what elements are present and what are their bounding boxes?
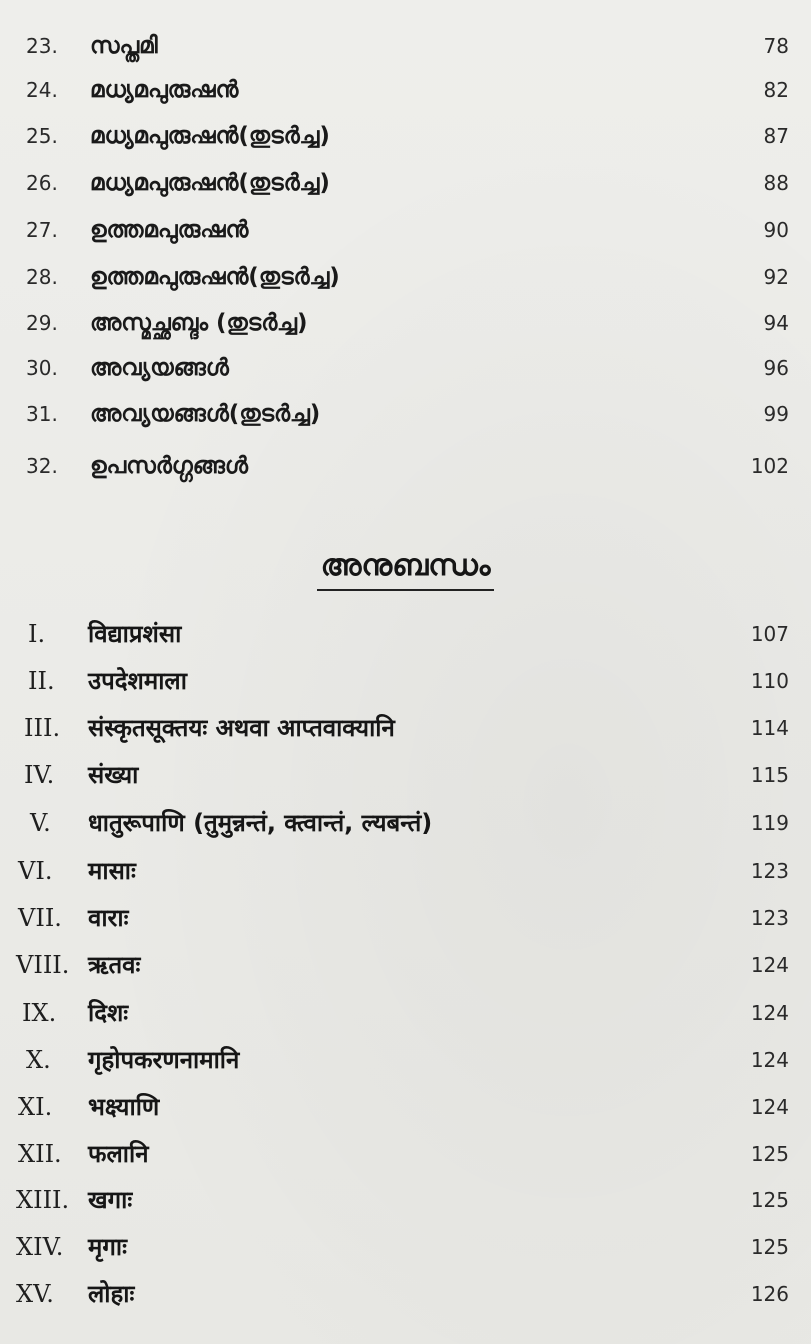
appendix-entry xyxy=(0,945,811,985)
entry-page: 96 xyxy=(763,356,789,380)
entry-title: खगाः xyxy=(88,1186,133,1214)
entry-page: 107 xyxy=(750,622,789,646)
entry-number: VII. xyxy=(18,904,62,932)
entry-title: मासाः xyxy=(88,857,136,885)
entry-page: 123 xyxy=(750,859,789,883)
entry-title: അസ്മച്ഛബ്ദം (തുടർച്ച) xyxy=(90,310,308,336)
entry-number: X. xyxy=(26,1046,51,1074)
appendix-entry xyxy=(0,803,811,843)
entry-number: 25. xyxy=(26,124,58,148)
entry-page: 124 xyxy=(750,1001,789,1025)
entry-page: 123 xyxy=(750,906,789,930)
entry-number: 31. xyxy=(26,402,58,426)
entry-page: 102 xyxy=(750,454,789,478)
appendix-entry xyxy=(0,755,811,795)
toc-entry xyxy=(0,394,811,434)
appendix-entry xyxy=(0,1087,811,1127)
appendix-heading xyxy=(0,548,811,591)
entry-page: 125 xyxy=(750,1188,789,1212)
appendix-entry xyxy=(0,898,811,938)
appendix-entry xyxy=(0,1274,811,1314)
entry-number: VIII. xyxy=(16,951,70,979)
toc-entry xyxy=(0,257,811,297)
appendix-entry xyxy=(0,661,811,701)
entry-page: 124 xyxy=(750,1048,789,1072)
entry-number: XIV. xyxy=(16,1233,64,1261)
toc-entry xyxy=(0,446,811,486)
entry-number: II. xyxy=(28,667,55,695)
entry-page: 90 xyxy=(763,218,789,242)
toc-entry xyxy=(0,303,811,343)
entry-number: XV. xyxy=(16,1280,54,1308)
entry-title: മധ്യമപുരുഷൻ xyxy=(90,77,239,103)
entry-title: फलानि xyxy=(88,1140,149,1168)
entry-number: XII. xyxy=(18,1140,62,1168)
entry-title: ഉത്തമപുരുഷൻ(തുടർച്ച) xyxy=(90,264,340,290)
entry-page: 87 xyxy=(763,124,789,148)
entry-page: 94 xyxy=(763,311,789,335)
appendix-entry xyxy=(0,614,811,654)
toc-entry xyxy=(0,210,811,250)
toc-entry xyxy=(0,26,811,66)
entry-page: 99 xyxy=(763,402,789,426)
appendix-heading-text: അനുബന്ധം xyxy=(317,548,495,591)
entry-page: 114 xyxy=(750,716,789,740)
entry-number: IV. xyxy=(24,761,55,789)
entry-number: VI. xyxy=(18,857,53,885)
entry-page: 92 xyxy=(763,265,789,289)
entry-page: 115 xyxy=(750,763,789,787)
entry-number: V. xyxy=(30,809,51,837)
entry-title: भक्ष्याणि xyxy=(88,1093,160,1121)
appendix-entry xyxy=(0,1134,811,1174)
appendix-entry xyxy=(0,1227,811,1267)
entry-number: 24. xyxy=(26,78,58,102)
appendix-entry xyxy=(0,1040,811,1080)
entry-title: संस्कृतसूक्तयः अथवा आप्तवाक्यानि xyxy=(88,714,395,742)
entry-title: दिशः xyxy=(88,999,129,1027)
entry-title: അവ്യയങ്ങൾ xyxy=(90,355,229,381)
entry-title: സപ്തമി xyxy=(90,33,158,59)
entry-page: 82 xyxy=(763,78,789,102)
entry-page: 110 xyxy=(750,669,789,693)
toc-entry xyxy=(0,348,811,388)
entry-number: IX. xyxy=(22,999,57,1027)
entry-number: 28. xyxy=(26,265,58,289)
entry-number: 30. xyxy=(26,356,58,380)
entry-number: 27. xyxy=(26,218,58,242)
entry-title: മധ്യമപുരുഷൻ(തുടർച്ച) xyxy=(90,170,330,196)
entry-number: XI. xyxy=(18,1093,53,1121)
entry-title: ऋतवः xyxy=(88,951,141,979)
appendix-entry xyxy=(0,993,811,1033)
entry-page: 88 xyxy=(763,171,789,195)
entry-number: III. xyxy=(24,714,61,742)
toc-entry xyxy=(0,70,811,110)
entry-page: 119 xyxy=(750,811,789,835)
entry-title: उपदेशमाला xyxy=(88,667,187,695)
entry-title: लोहाः xyxy=(88,1280,135,1308)
entry-page: 125 xyxy=(750,1142,789,1166)
appendix-entry xyxy=(0,851,811,891)
appendix-entry xyxy=(0,708,811,748)
entry-title: धातुरूपाणि (तुमुन्नन्तं, क्त्वान्तं, ल्यबन्तं) xyxy=(88,809,433,837)
entry-number: 23. xyxy=(26,34,58,58)
entry-page: 124 xyxy=(750,953,789,977)
entry-page: 126 xyxy=(750,1282,789,1306)
appendix-entry xyxy=(0,1180,811,1220)
entry-number: 32. xyxy=(26,454,58,478)
entry-title: ഉത്തമപുരുഷൻ xyxy=(90,217,249,243)
entry-number: XIII. xyxy=(16,1186,70,1214)
entry-title: विद्याप्रशंसा xyxy=(88,620,182,648)
entry-number: 29. xyxy=(26,311,58,335)
entry-title: മധ്യമപുരുഷൻ(തുടർച്ച) xyxy=(90,123,330,149)
entry-page: 78 xyxy=(763,34,789,58)
entry-title: वाराः xyxy=(88,904,129,932)
entry-title: അവ്യയങ്ങൾ(തുടർച്ച) xyxy=(90,401,321,427)
entry-page: 125 xyxy=(750,1235,789,1259)
entry-title: ഉപസർഗ്ഗങ്ങൾ xyxy=(90,453,248,479)
entry-page: 124 xyxy=(750,1095,789,1119)
toc-entry xyxy=(0,116,811,156)
entry-title: गृहोपकरणनामानि xyxy=(88,1046,240,1074)
entry-number: I. xyxy=(28,620,46,648)
entry-number: 26. xyxy=(26,171,58,195)
toc-entry xyxy=(0,163,811,203)
entry-title: संख्या xyxy=(88,761,139,789)
entry-title: मृगाः xyxy=(88,1233,127,1261)
